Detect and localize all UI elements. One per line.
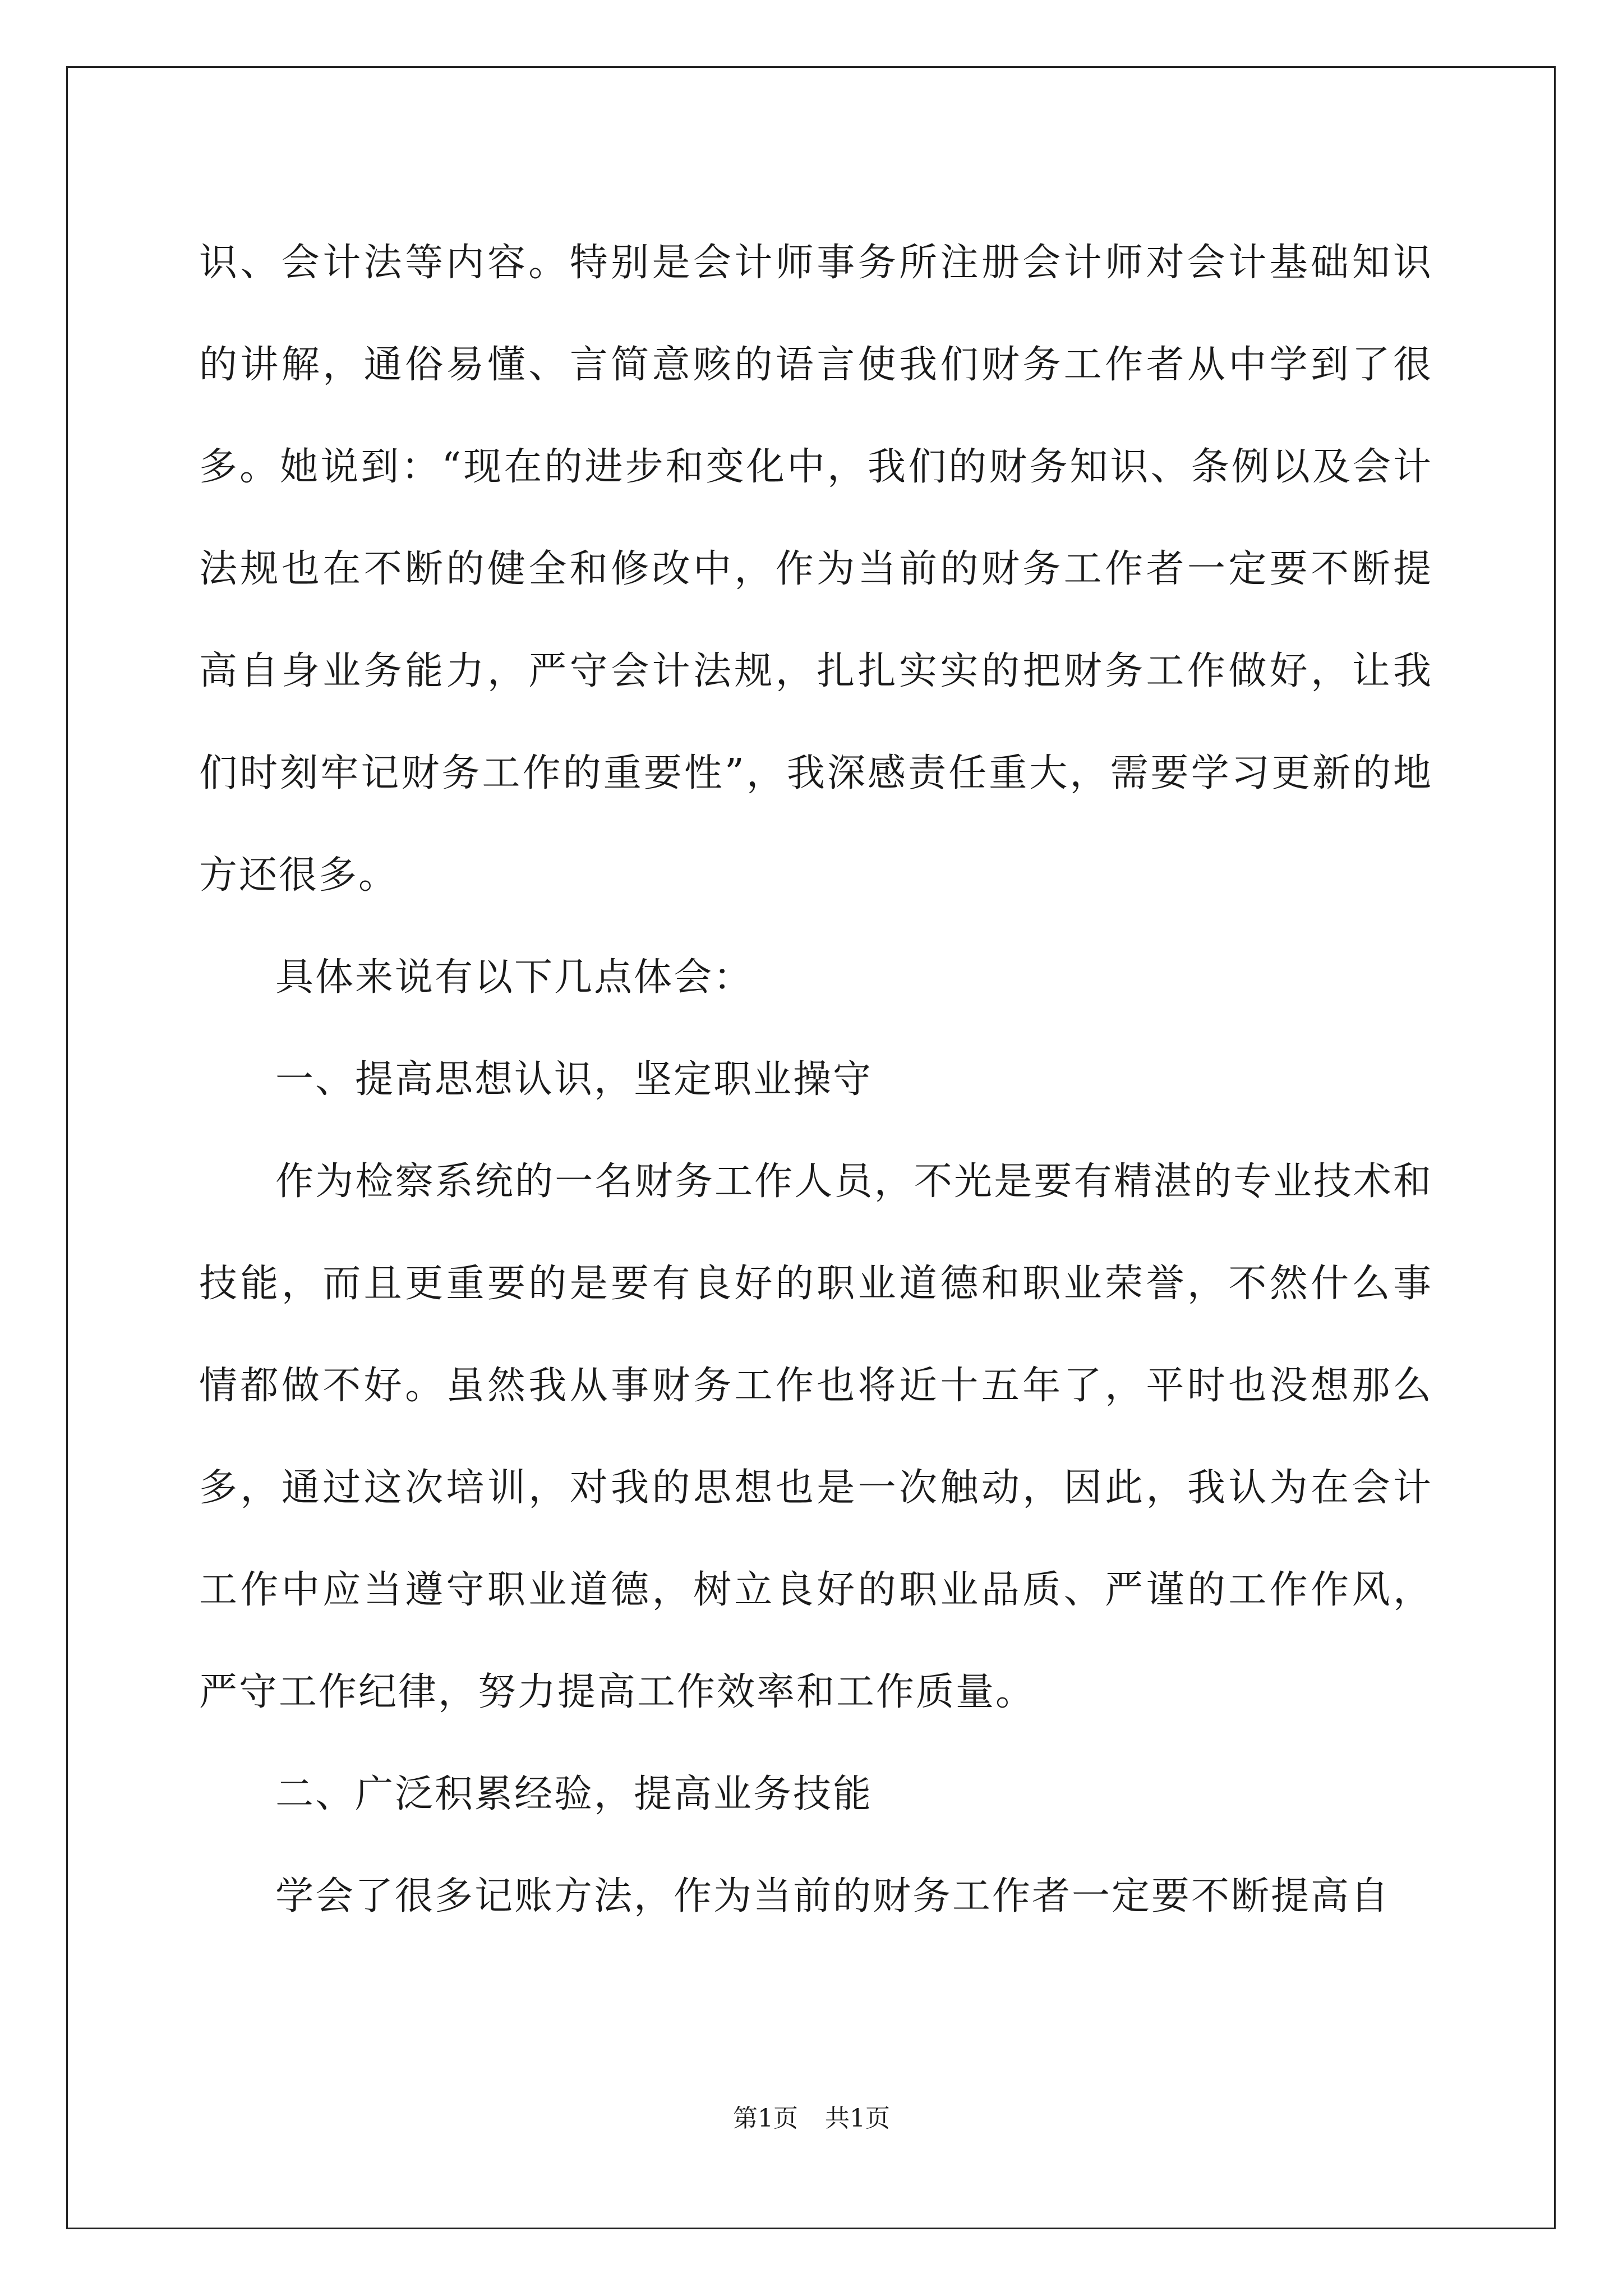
section-heading-1: 一、提高思想认识，坚定职业操守 <box>275 1057 873 1102</box>
paragraph-2: 具体来说有以下几点体会： <box>275 955 754 1000</box>
paragraph-4: 学会了很多记账方法，作为当前的财务工作者一定要不断提高自 <box>275 1874 1391 1918</box>
document-body <box>199 212 1433 1948</box>
page-number-total: 共1页 <box>825 2104 890 2133</box>
paragraph-1: 识、会计法等内容。特别是会计师事务所注册会计师对会计基础知识的讲解，通俗易懂、言简意赅的语言使我们财务工作者从中学到了很多。她说到：“现在的进步和变化中，我们的财务知识、条例以及会计法规也在不断的健全和修改中，作为当前的财务工作者一定要不断提高自身业务能力，严守会计法规，扎扎实实的把财务工作做好，让我们时刻牢记财务工作的重要性”，我深感责任重大，需要学习更新的地方还很多。 <box>199 241 1433 898</box>
paragraph-3: 作为检察系统的一名财务工作人员，不光是要有精湛的专业技术和技能，而且更重要的是要有良好的职业道德和职业荣誉，不然什么事情都做不好。虽然我从事财务工作也将近十五年了，平时也没想那么多，通过这次培训，对我的思想也是一次触动，因此，我认为在会计工作中应当遵守职业道德，树立良好的职业品质、严谨的工作作风，严守工作纪律，努力提高工作效率和工作质量。 <box>199 1159 1433 1714</box>
page-number-current: 第1页 <box>733 2104 798 2133</box>
page-footer <box>0 2098 1623 2134</box>
section-heading-2: 二、广泛积累经验，提高业务技能 <box>275 1772 873 1816</box>
